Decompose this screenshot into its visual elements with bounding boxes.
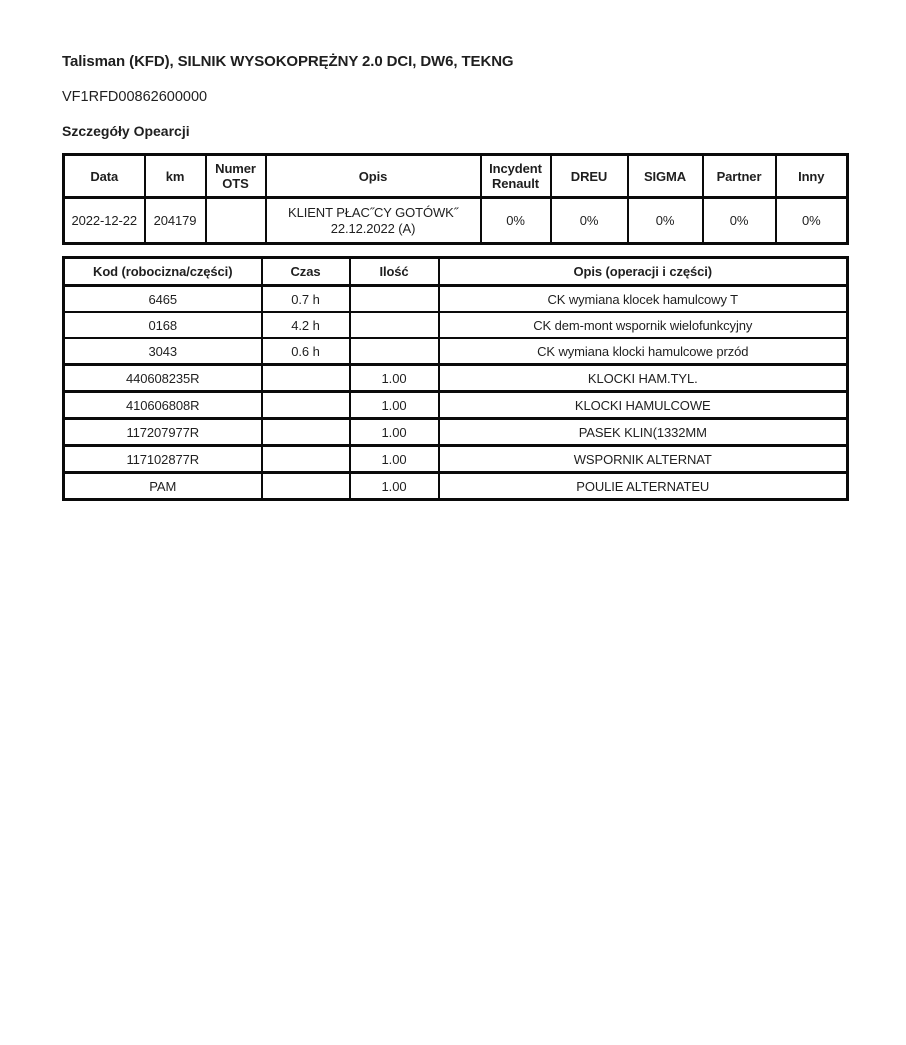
- operations-table-body: [64, 198, 848, 244]
- section-heading: Szczegóły Opearcji: [62, 123, 190, 139]
- table-row: [64, 365, 848, 392]
- document-content: [0, 52, 906, 501]
- column-header: Opis: [266, 155, 481, 198]
- cell-line: KLIENT PŁAC˝CY GOTÓWK˝: [288, 204, 458, 220]
- cell-opis-lines: [266, 198, 481, 244]
- cell-ilosc: [350, 338, 439, 365]
- cell-kod: 117207977R: [64, 419, 262, 446]
- column-header: Data: [64, 155, 145, 198]
- column-header: Kod (robocizna/części): [64, 258, 262, 286]
- cell-kod: 3043: [64, 338, 262, 365]
- cell-opis: CK wymiana klocki hamulcowe przód: [439, 338, 848, 365]
- table-row: [64, 338, 848, 365]
- cell-czas: [262, 473, 350, 500]
- cell-czas: [262, 419, 350, 446]
- cell-ilosc: 1.00: [350, 365, 439, 392]
- column-header: DREU: [551, 155, 628, 198]
- cell-ilosc: 1.00: [350, 473, 439, 500]
- column-header: SIGMA: [628, 155, 703, 198]
- cell-line: 22.12.2022 (A): [330, 220, 416, 236]
- table-row: [64, 419, 848, 446]
- cell-partner: 0%: [703, 198, 776, 244]
- cell-sigma: 0%: [628, 198, 703, 244]
- cell-kod: PAM: [64, 473, 262, 500]
- details-table-header: [64, 258, 848, 286]
- column-header: Numer OTS: [206, 155, 266, 198]
- table-row: [64, 198, 848, 244]
- table-row: [64, 312, 848, 338]
- cell-opis: CK wymiana klocek hamulcowy T: [439, 286, 848, 313]
- header-row: [64, 155, 848, 198]
- vehicle-title: Talisman (KFD), SILNIK WYSOKOPRĘŻNY 2.0 DCI, DW6, TEKNG: [62, 53, 514, 70]
- cell-opis: KLOCKI HAMULCOWE: [439, 392, 848, 419]
- cell-czas: 0.7 h: [262, 286, 350, 313]
- vin-number: VF1RFD00862600000: [62, 89, 208, 105]
- column-header: Ilość: [350, 258, 439, 286]
- operations-table-header: [64, 155, 848, 198]
- cell-opis: KLOCKI HAM.TYL.: [439, 365, 848, 392]
- cell-kod: 0168: [64, 312, 262, 338]
- cell-inny: 0%: [776, 198, 848, 244]
- column-header: Inny: [776, 155, 848, 198]
- cell-ilosc: 1.00: [350, 419, 439, 446]
- cell-ilosc: 1.00: [350, 446, 439, 473]
- operation-details-table: [62, 256, 849, 501]
- column-header: Opis (operacji i części): [439, 258, 848, 286]
- column-header: Czas: [262, 258, 350, 286]
- cell-kod: 440608235R: [64, 365, 262, 392]
- cell-km: 204179: [145, 198, 206, 244]
- cell-ilosc: 1.00: [350, 392, 439, 419]
- details-table-body: [64, 286, 848, 500]
- cell-ilosc: [350, 286, 439, 313]
- header-row: [64, 258, 848, 286]
- cell-opis: CK dem-mont wspornik wielofunkcyjny: [439, 312, 848, 338]
- cell-czas: 0.6 h: [262, 338, 350, 365]
- column-header: km: [145, 155, 206, 198]
- cell-opis: WSPORNIK ALTERNAT: [439, 446, 848, 473]
- cell-data: 2022-12-22: [64, 198, 145, 244]
- table-row: [64, 392, 848, 419]
- cell-opis: POULIE ALTERNATEU: [439, 473, 848, 500]
- operations-table: [62, 153, 849, 245]
- cell-incydent-renault: 0%: [481, 198, 551, 244]
- cell-kod: 410606808R: [64, 392, 262, 419]
- cell-czas: 4.2 h: [262, 312, 350, 338]
- cell-czas: [262, 446, 350, 473]
- cell-opis: PASEK KLIN(1332MM: [439, 419, 848, 446]
- column-header: Incydent Renault: [481, 155, 551, 198]
- cell-kod: 6465: [64, 286, 262, 313]
- table-row: [64, 446, 848, 473]
- cell-czas: [262, 392, 350, 419]
- cell-dreu: 0%: [551, 198, 628, 244]
- column-header: Partner: [703, 155, 776, 198]
- cell-kod: 117102877R: [64, 446, 262, 473]
- cell-ilosc: [350, 312, 439, 338]
- table-row: [64, 473, 848, 500]
- service-record-page: [0, 52, 906, 1045]
- cell-numer-ots: [206, 198, 266, 244]
- table-row: [64, 286, 848, 313]
- cell-czas: [262, 365, 350, 392]
